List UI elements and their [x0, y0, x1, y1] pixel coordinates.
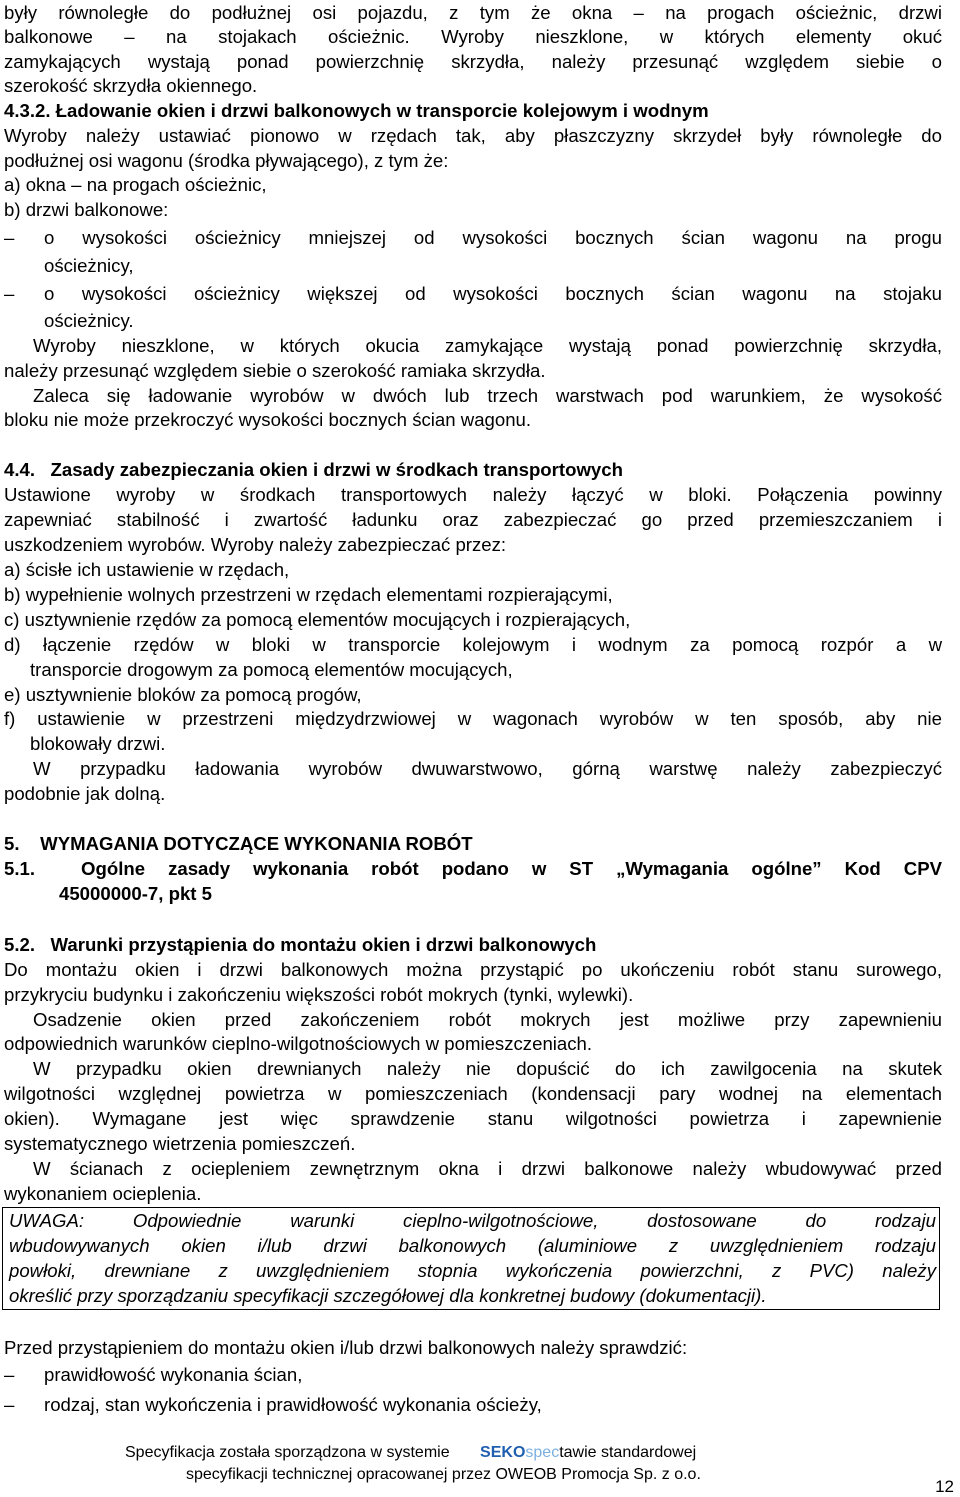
section-heading-4-4: 4.4. Zasady zabezpieczania okien i drzwi w środkach transportowych [4, 459, 623, 480]
paragraph-line: Przed przystąpieniem do montażu okien i/lub drzwi balkonowych należy sprawdzić: [4, 1337, 688, 1358]
section-heading-5-1: 5.1. Ogólne zasady wykonania robót podano w ST „Wymagania ogólne” Kod CPV [4, 858, 942, 879]
paragraph-line: Wyroby należy ustawiać pionowo w rzędach tak, aby płaszczyzny skrzydeł były równoległe do [4, 125, 942, 146]
paragraph-line: były równoległe do podłużnej osi pojazdu, z tym że okna – na progach ościeżnic, drzwi [4, 2, 942, 23]
bullet-line: o wysokości ościeżnicy mniejszej od wysokości bocznych ścian wagonu na progu [44, 227, 942, 248]
note-line: określić przy sporządzaniu specyfikacji szczegółowej dla konkretnej budowy (dokumentacji). [9, 1285, 767, 1306]
section-heading-5-2: 5.2. Warunki przystąpienia do montażu okien i drzwi balkonowych [4, 934, 597, 955]
list-item: b) wypełnienie wolnych przestrzeni w rzędach elementami rozpierającymi, [4, 584, 613, 605]
paragraph-line: Zaleca się ładowanie wyrobów w dwóch lub trzech warstwach pod warunkiem, że wysokość [33, 385, 942, 406]
paragraph-line: W przypadku okien drewnianych należy nie dopuścić do ich zawilgocenia na skutek [33, 1058, 942, 1079]
paragraph-line: balkonowe – na stojakach ościeżnic. Wyroby nieszklone, w których elementy okuć [4, 26, 942, 47]
list-item: c) usztywnienie rzędów za pomocą elementów mocujących i rozpierających, [4, 609, 631, 630]
paragraph-line: Wyroby nieszklone, w których okucia zamykające wystają ponad powierzchnię skrzydła, [33, 335, 942, 356]
paragraph-line: odpowiednich warunków cieplno-wilgotnościowych w pomieszczeniach. [4, 1033, 593, 1054]
sekocenbud-logo-spec: spec [525, 1444, 560, 1461]
list-item: e) usztywnienie bloków za pomocą progów, [4, 684, 362, 705]
paragraph-line: zamykających wystają ponad powierzchnię skrzydła, należy przesunąć względem siebie o [4, 51, 942, 72]
footer-text: Specyfikacja została sporządzona w systemie [125, 1444, 450, 1461]
paragraph-line: Do montażu okien i drzwi balkonowych można przystąpić po ukończeniu robót stanu surowego, [4, 959, 942, 980]
paragraph-line: bloku nie może przekroczyć wysokości bocznych ścian wagonu. [4, 409, 532, 430]
list-item-continuation: transporcie drogowym za pomocą elementów mocujących, [30, 659, 513, 680]
bullet-line: o wysokości ościeżnicy większej od wysokości bocznych ścian wagonu na stojaku [44, 283, 942, 304]
paragraph-line: szerokość skrzydła okiennego. [4, 75, 258, 96]
paragraph-line: wilgotności względnej powietrza w pomieszczeniach (kondensacji pary wodnej na elementach [4, 1083, 942, 1104]
list-item: a) okna – na progach ościeżnic, [4, 174, 267, 195]
paragraph-line: wykonaniem ocieplenia. [4, 1183, 202, 1204]
bullet-line: prawidłowość wykonania ścian, [44, 1364, 303, 1385]
list-item: d) łączenie rzędów w bloki w transporcie kolejowym i wodnym za pomocą rozpór a w [4, 634, 942, 655]
section-heading-5-1-continuation: 45000000-7, pkt 5 [59, 883, 212, 904]
dash-bullet: – [4, 1394, 15, 1415]
list-item-continuation: blokowały drzwi. [30, 733, 166, 754]
footer-text: tawie standardowej [559, 1444, 697, 1461]
list-item: b) drzwi balkonowe: [4, 199, 169, 220]
note-line: UWAGA: Odpowiednie warunki cieplno-wilgotnościowe, dostosowane do rodzaju [9, 1210, 936, 1231]
paragraph-line: Ustawione wyroby w środkach transportowych należy łączyć w bloki. Połączenia powinny [4, 484, 942, 505]
dash-bullet: – [4, 1364, 15, 1385]
bullet-line: ościeżnicy. [44, 310, 134, 331]
list-item: f) ustawienie w przestrzeni międzydrzwiowej w wagonach wyrobów w ten sposób, aby nie [4, 708, 942, 729]
footer-line-2: specyfikacji technicznej opracowanej przez OWEOB Promocja Sp. z o.o. [186, 1466, 701, 1483]
note-line: powłoki, drewniane z uwzględnieniem stopnia wykończenia powierzchni, z PVC) należy [9, 1260, 936, 1281]
bullet-line: rodzaj, stan wykończenia i prawidłowość wykonania ościeży, [44, 1394, 542, 1415]
note-line: wbudowywanych okien i/lub drzwi balkonowych (aluminiowe z uwzględnieniem rodzaju [9, 1235, 936, 1256]
footer-line-1 [125, 1443, 845, 1463]
paragraph-line: przykryciu budynku i zakończeniu większości robót mokrych (tynki, wylewki). [4, 984, 634, 1005]
page-number: 12 [935, 1477, 954, 1496]
list-item: a) ścisłe ich ustawienie w rzędach, [4, 559, 290, 580]
paragraph-line: uszkodzeniem wyrobów. Wyroby należy zabezpieczać przez: [4, 534, 507, 555]
paragraph-line: W ścianach z ociepleniem zewnętrznym okna i drzwi balkonowe należy wbudowywać przed [33, 1158, 942, 1179]
section-heading-5: 5. WYMAGANIA DOTYCZĄCE WYKONANIA ROBÓT [4, 833, 473, 854]
paragraph-line: systematycznego wietrzenia pomieszczeń. [4, 1133, 356, 1154]
paragraph-line: podłużnej osi wagonu (środka pływającego), z tym że: [4, 150, 449, 171]
dash-bullet: – [4, 283, 15, 304]
paragraph-line: podobnie jak dolną. [4, 783, 166, 804]
paragraph-line: należy przesunąć względem siebie o szerokość ramiaka skrzydła. [4, 360, 546, 381]
paragraph-line: W przypadku ładowania wyrobów dwuwarstwowo, górną warstwę należy zabezpieczyć [33, 758, 942, 779]
dash-bullet: – [4, 227, 15, 248]
paragraph-line: okien). Wymagane jest więc sprawdzenie stanu wilgotności powietrza i zapewnienie [4, 1108, 942, 1129]
paragraph-line: Osadzenie okien przed zakończeniem robót mokrych jest możliwe przy zapewnieniu [33, 1009, 942, 1030]
bullet-line: ościeżnicy, [44, 255, 134, 276]
sekocenbud-logo-seko: SEKO [480, 1444, 526, 1461]
paragraph-line: zapewniać stabilność i zwartość ładunku oraz zabezpieczać go przed przemieszczaniem i [4, 509, 942, 530]
section-heading-4-3-2: 4.3.2. Ładowanie okien i drzwi balkonowych w transporcie kolejowym i wodnym [4, 100, 709, 121]
